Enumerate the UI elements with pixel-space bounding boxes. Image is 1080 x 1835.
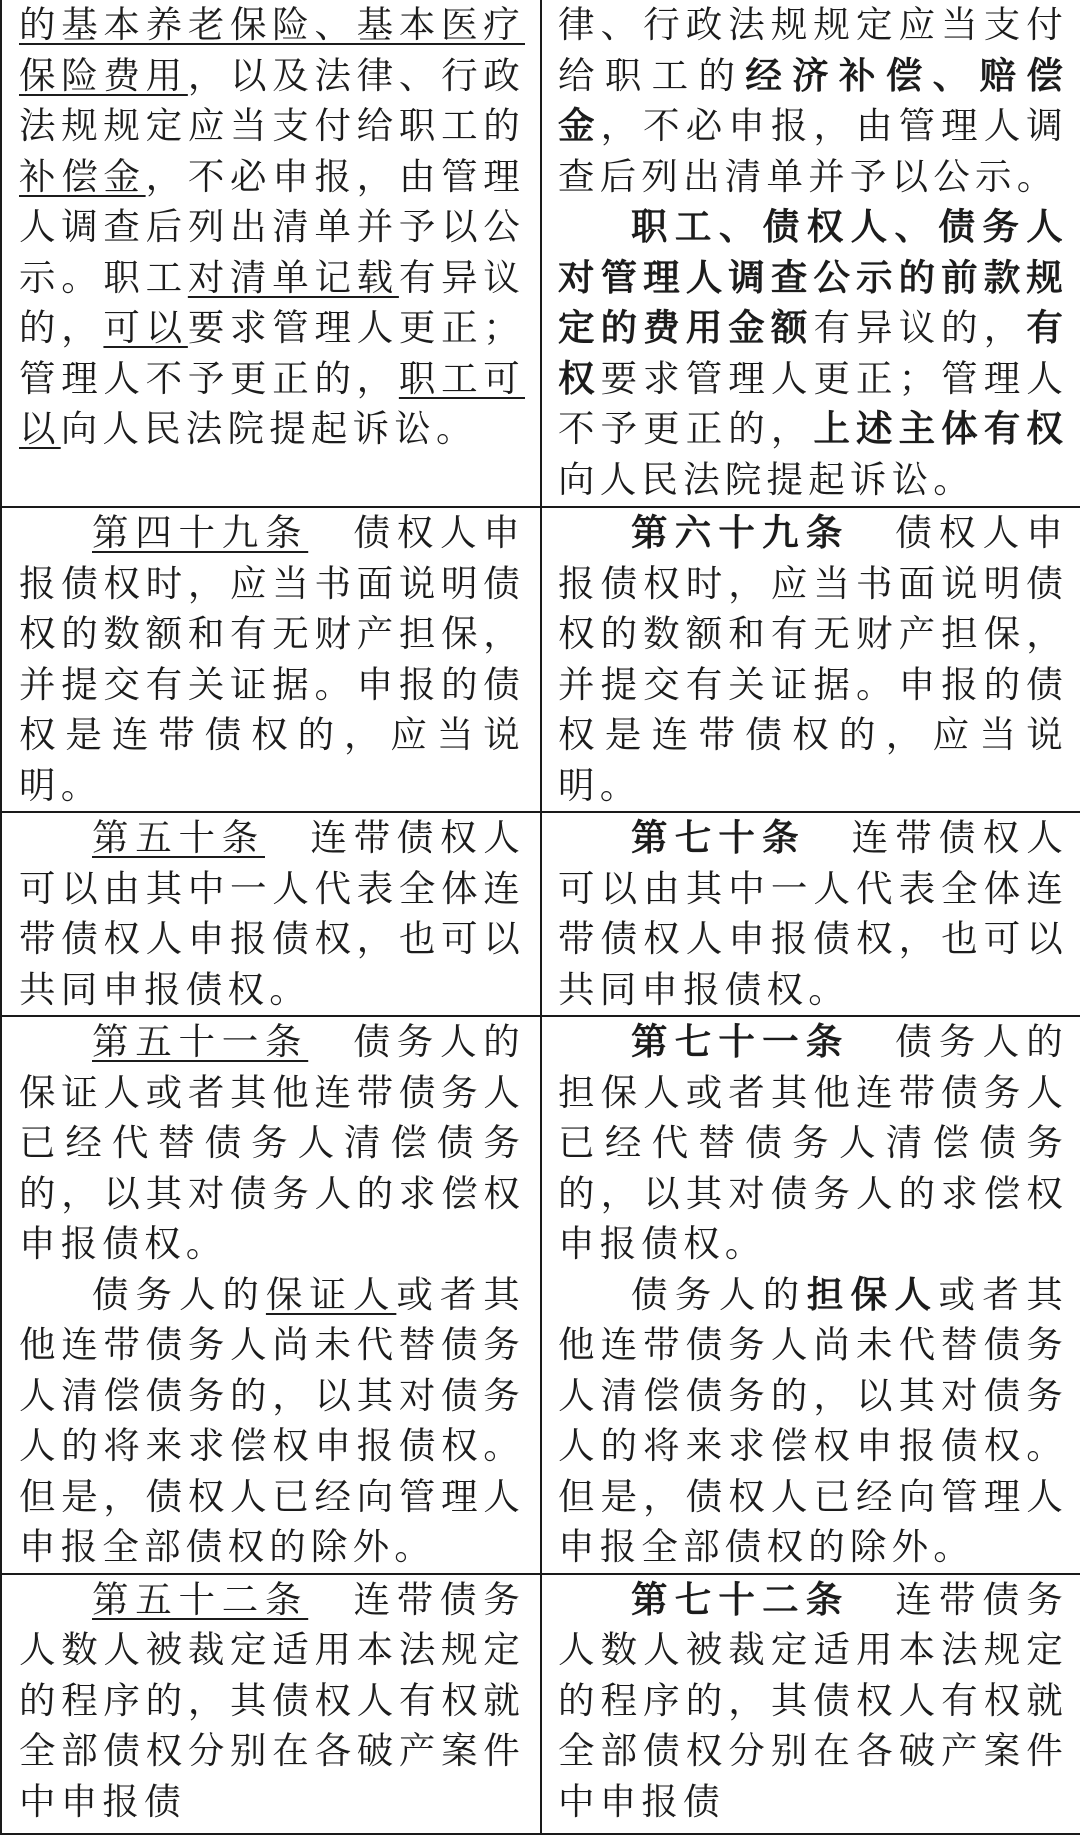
article-text: 连带债权人可以由其中一人代表全体连带债权人申报债权，也可以共同申报债权。	[558, 816, 1069, 1011]
article-text: 债务人的保证人或者其他连带债务人已经代替债务人清偿债务的，以其对债务人的求偿权申报债权。	[19, 1020, 525, 1265]
table-row	[1, 1016, 1080, 1574]
new-law-cell	[541, 812, 1080, 1016]
article-number: 第七十条	[631, 816, 806, 859]
paragraph	[558, 202, 1068, 505]
paragraph	[19, 1017, 525, 1270]
paragraph	[558, 813, 1068, 1015]
paragraph	[19, 1575, 525, 1828]
text: 有异议的，	[813, 306, 1027, 349]
paragraph	[19, 508, 525, 811]
changed-text: 补偿金	[19, 154, 146, 198]
table-row	[1, 0, 1080, 507]
old-law-cell	[1, 507, 541, 812]
paragraph	[558, 1017, 1068, 1270]
changed-text: 上述主体有权	[813, 407, 1068, 450]
article-text: 债务人的担保人或者其他连带债务人已经代替债务人清偿债务的，以其对债务人的求偿权申报债权。	[558, 1020, 1069, 1265]
table-row	[1, 507, 1080, 812]
article-number: 第四十九条	[92, 511, 309, 554]
text: 要求管理人更正；管理人不予更正的，	[558, 356, 1068, 450]
text: 向人民法院提起诉讼。	[60, 407, 478, 450]
table-row	[1, 1574, 1080, 1834]
article-text: 连带债务人数人被裁定适用本法规定的程序的，其债权人有权就全部债权分别在各破产案件中申报债	[558, 1577, 1069, 1823]
old-law-cell	[1, 1574, 541, 1834]
article-number: 第六十九条	[631, 511, 850, 554]
article-number: 第五十条	[92, 816, 265, 859]
changed-text: 经济补偿、赔偿金	[558, 53, 1068, 147]
text: 债务人的	[92, 1272, 266, 1316]
changed-text: 对清单记载	[187, 255, 399, 299]
changed-text: 职工可以	[19, 356, 525, 450]
text: ，不必申报，由管理人调查后列出清单并予以公示。	[558, 104, 1068, 198]
changed-text: 有权	[558, 306, 1069, 400]
old-law-cell	[1, 812, 541, 1016]
article-text: 债权人申报债权时，应当书面说明债权的数额和有无财产担保，并提交有关证据。申报的债权是连带债权的，应当说明。	[558, 511, 1069, 807]
article-text: 债权人申报债权时，应当书面说明债权的数额和有无财产担保，并提交有关证据。申报的债权是连带债权的，应当说明。	[19, 511, 525, 807]
article-text: 连带债权人可以由其中一人代表全体连带债权人申报债权，也可以共同申报债权。	[19, 816, 525, 1011]
paragraph	[558, 508, 1068, 811]
paragraph	[19, 813, 525, 1015]
new-law-cell	[541, 1016, 1080, 1574]
article-number: 第七十二条	[631, 1577, 850, 1621]
paragraph	[558, 1575, 1068, 1828]
changed-text: 担保人	[806, 1272, 939, 1316]
table-row	[1, 812, 1080, 1016]
text: ，不必申报，由管理人调查后列出清单并予以公示。职工	[19, 154, 525, 299]
changed-text: 的基本养老保险、基本医疗保险费用	[19, 3, 525, 97]
text: 债务人的	[631, 1272, 807, 1316]
text: ，以及法律、行政法规规定应当支付给职工的	[19, 53, 525, 147]
text: 要求管理人更正；管理人不予更正的，	[19, 306, 525, 400]
article-number: 第五十一条	[92, 1020, 309, 1063]
paragraph	[19, 0, 525, 455]
article-number: 第五十二条	[92, 1577, 309, 1621]
text: 律、行政法规规定应当支付给职工的	[558, 3, 1068, 97]
article-number: 第七十一条	[631, 1020, 850, 1063]
text: 向人民法院提起诉讼。	[558, 457, 975, 501]
paragraph	[558, 1270, 1068, 1573]
article-text: 连带债务人数人被裁定适用本法规定的程序的，其债权人有权就全部债权分别在各破产案件中申报债	[19, 1577, 525, 1823]
new-law-cell	[541, 0, 1080, 507]
text: 或者其他连带债务人尚未代替债务人清偿债务的，以其对债务人的将来求偿权申报债权。但是，债权人已经向管理人申报全部债权的除外。	[558, 1272, 1068, 1568]
new-law-cell	[541, 1574, 1080, 1834]
old-law-cell	[1, 1016, 541, 1574]
text: 有异议的，	[19, 255, 526, 349]
old-law-cell	[1, 0, 541, 507]
changed-text: 保证人	[265, 1272, 397, 1316]
paragraph	[558, 0, 1068, 202]
paragraph	[19, 1270, 525, 1573]
text: 或者其他连带债务人尚未代替债务人清偿债务的，以其对债务人的将来求偿权申报债权。但是，债权人已经向管理人申报全部债权的除外。	[19, 1272, 525, 1568]
changed-text: 可以	[103, 306, 188, 349]
new-law-cell	[541, 507, 1080, 812]
changed-text: 职工、债权人、债务人对管理人调查公示的前款规定的费用金额	[558, 205, 1068, 349]
